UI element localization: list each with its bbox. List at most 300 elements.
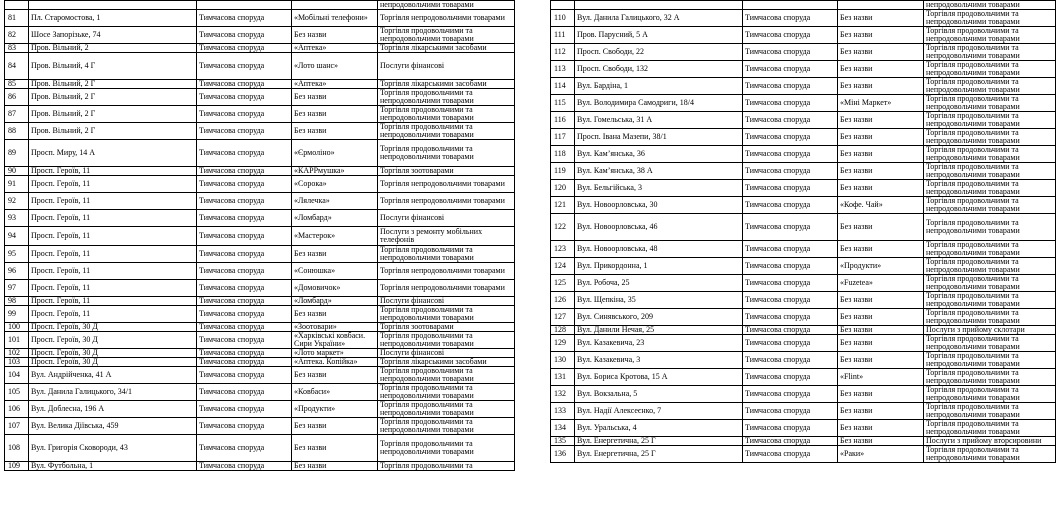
object-name-cell: Без назви (838, 214, 924, 241)
purpose-cell: Торгівля непродовольчими товарами (378, 193, 515, 210)
table-row (5, 332, 515, 349)
object-name-cell: «Сонюшка» (292, 263, 378, 280)
object-name-cell: Без назви (292, 106, 378, 123)
table-row (551, 446, 1056, 463)
row-number-cell: 99 (5, 306, 29, 323)
purpose-cell: Послуги з прийому склотари (924, 326, 1056, 335)
row-number-cell: 123 (551, 241, 575, 258)
table-row (5, 306, 515, 323)
address-cell: Просп. Героїв, 11 (29, 167, 197, 176)
purpose-cell: Торгівля продовольчими та непродовольчими товарами (924, 369, 1056, 386)
object-name-cell: Без назви (838, 309, 924, 326)
row-number-cell: 81 (5, 10, 29, 27)
table-row (5, 227, 515, 246)
object-name-cell: «Харківські ковбаси. Сири України» (292, 332, 378, 349)
purpose-cell: Торгівля продовольчими та непродовольчими товарами (378, 246, 515, 263)
purpose-cell: Торгівля продовольчими та непродовольчими товарами (924, 129, 1056, 146)
purpose-cell: Торгівля продовольчими та непродовольчими товарами (378, 123, 515, 140)
purpose-cell: Торгівля продовольчими та непродовольчими товарами (378, 27, 515, 44)
object-name-cell: «Flint» (838, 369, 924, 386)
purpose-cell: Послуги з прийому вторсировини (924, 437, 1056, 446)
address-cell: Вул. Новоорловська, 48 (575, 241, 743, 258)
object-name-cell: «Продукти» (838, 258, 924, 275)
table-row (5, 263, 515, 280)
table-row (5, 323, 515, 332)
address-cell: Просп. Героїв, 11 (29, 306, 197, 323)
structure-type-cell: Тимчасова споруда (197, 106, 292, 123)
object-name-cell: Без назви (292, 89, 378, 106)
address-cell: Пров. Вільний, 2 Г (29, 89, 197, 106)
header-address-cell (29, 1, 197, 10)
address-cell: Вул. Бельгійська, 3 (575, 180, 743, 197)
table-row (5, 349, 515, 358)
structure-type-cell: Тимчасова споруда (743, 386, 838, 403)
purpose-cell: Торгівля непродовольчими товарами (378, 176, 515, 193)
structure-type-cell: Тимчасова споруда (197, 280, 292, 297)
object-name-cell: Без назви (292, 367, 378, 384)
purpose-cell: Послуги фінансові (378, 349, 515, 358)
structure-type-cell: Тимчасова споруда (197, 27, 292, 44)
page-gap (515, 0, 543, 520)
address-cell: Вул. Данила Галицького, 32 А (575, 10, 743, 27)
address-cell: Вул. Володимира Самодриги, 18/4 (575, 95, 743, 112)
address-cell: Вул. Данили Нечая, 25 (575, 326, 743, 335)
header-purpose-cell: непродовольчими товарами (378, 1, 515, 10)
table-row (551, 180, 1056, 197)
object-name-cell: Без назви (838, 61, 924, 78)
object-name-cell: «Єрмоліно» (292, 140, 378, 167)
address-cell: Просп. Героїв, 11 (29, 263, 197, 280)
address-cell: Вул. Гомельська, 31 А (575, 112, 743, 129)
kiosk-table-right (550, 0, 1056, 463)
structure-type-cell: Тимчасова споруда (197, 367, 292, 384)
table-row (551, 163, 1056, 180)
table-row (551, 78, 1056, 95)
table-row (5, 176, 515, 193)
header-type-cell (743, 1, 838, 10)
table-row (551, 403, 1056, 420)
row-number-cell: 134 (551, 420, 575, 437)
table-row (551, 44, 1056, 61)
address-cell: Вул. Кам’янська, 38 А (575, 163, 743, 180)
purpose-cell: Торгівля продовольчими та непродовольчими товарами (924, 61, 1056, 78)
object-name-cell: «Мастерок» (292, 227, 378, 246)
structure-type-cell: Тимчасова споруда (743, 352, 838, 369)
purpose-cell: Торгівля продовольчими та непродовольчими товарами (378, 367, 515, 384)
address-cell: Пров. Вільний, 2 Г (29, 106, 197, 123)
row-number-cell: 130 (551, 352, 575, 369)
row-number-cell: 91 (5, 176, 29, 193)
table-row (5, 401, 515, 418)
document-page-right (543, 0, 1058, 520)
structure-type-cell: Тимчасова споруда (197, 10, 292, 27)
row-number-cell: 108 (5, 435, 29, 462)
purpose-cell: Торгівля продовольчими та непродовольчими товарами (924, 180, 1056, 197)
table-row (5, 123, 515, 140)
address-cell: Вул. Прикордонна, 1 (575, 258, 743, 275)
row-number-cell: 105 (5, 384, 29, 401)
structure-type-cell: Тимчасова споруда (197, 193, 292, 210)
purpose-cell: Торгівля продовольчими та непродовольчими товарами (924, 78, 1056, 95)
purpose-cell: Торгівля продовольчими та непродовольчими товарами (378, 435, 515, 462)
kiosk-table-left (4, 0, 515, 471)
table-row (5, 140, 515, 167)
address-cell: Пров. Вільний, 4 Г (29, 53, 197, 80)
structure-type-cell: Тимчасова споруда (197, 167, 292, 176)
structure-type-cell: Тимчасова споруда (743, 335, 838, 352)
address-cell: Пров. Вільний, 2 Г (29, 80, 197, 89)
structure-type-cell: Тимчасова споруда (197, 263, 292, 280)
table-row (5, 358, 515, 367)
document-page-left (0, 0, 515, 520)
structure-type-cell: Тимчасова споруда (743, 112, 838, 129)
table-header-row (5, 1, 515, 10)
object-name-cell: Без назви (838, 146, 924, 163)
address-cell: Просп. Героїв, 11 (29, 176, 197, 193)
kiosk-table-left-body (5, 1, 515, 471)
row-number-cell: 106 (5, 401, 29, 418)
address-cell: Вул. Енергетична, 25 Г (575, 446, 743, 463)
structure-type-cell: Тимчасова споруда (743, 292, 838, 309)
object-name-cell: Без назви (838, 403, 924, 420)
purpose-cell: Торгівля продовольчими та непродовольчими товарами (378, 89, 515, 106)
row-number-cell: 94 (5, 227, 29, 246)
purpose-cell: Торгівля продовольчими та непродовольчими товарами (924, 309, 1056, 326)
structure-type-cell: Тимчасова споруда (197, 332, 292, 349)
purpose-cell: Торгівля продовольчими та непродовольчими товарами (924, 146, 1056, 163)
object-name-cell: «Аптека» (292, 44, 378, 53)
object-name-cell: «Аптека» (292, 80, 378, 89)
address-cell: Вул. Андрійченка, 41 А (29, 367, 197, 384)
address-cell: Просп. Героїв, 11 (29, 246, 197, 263)
purpose-cell: Торгівля лікарськими засобами (378, 44, 515, 53)
structure-type-cell: Тимчасова споруда (743, 420, 838, 437)
purpose-cell: Торгівля непродовольчими товарами (378, 10, 515, 27)
structure-type-cell: Тимчасова споруда (197, 418, 292, 435)
purpose-cell: Торгівля продовольчими та непродовольчими товарами (924, 112, 1056, 129)
address-cell: Вул. Новоорловська, 46 (575, 214, 743, 241)
table-row (5, 280, 515, 297)
structure-type-cell: Тимчасова споруда (197, 384, 292, 401)
object-name-cell: Без назви (838, 352, 924, 369)
row-number-cell: 132 (551, 386, 575, 403)
object-name-cell: Без назви (838, 420, 924, 437)
structure-type-cell: Тимчасова споруда (743, 326, 838, 335)
structure-type-cell: Тимчасова споруда (743, 129, 838, 146)
table-row (551, 129, 1056, 146)
table-row (5, 418, 515, 435)
address-cell: Вул. Бардіна, 1 (575, 78, 743, 95)
address-cell: Пл. Старомостова, 1 (29, 10, 197, 27)
purpose-cell: Торгівля продовольчими та непродовольчими товарами (378, 332, 515, 349)
structure-type-cell: Тимчасова споруда (197, 246, 292, 263)
address-cell: Просп. Миру, 14 А (29, 140, 197, 167)
structure-type-cell: Тимчасова споруда (197, 462, 292, 471)
row-number-cell: 131 (551, 369, 575, 386)
table-row (5, 210, 515, 227)
object-name-cell: «Сорока» (292, 176, 378, 193)
object-name-cell: Без назви (838, 27, 924, 44)
object-name-cell: Без назви (838, 129, 924, 146)
structure-type-cell: Тимчасова споруда (743, 258, 838, 275)
object-name-cell: «Зоотовари» (292, 323, 378, 332)
table-row (5, 384, 515, 401)
table-row (5, 89, 515, 106)
address-cell: Просп. Героїв, 30 Д (29, 323, 197, 332)
table-row (5, 53, 515, 80)
purpose-cell: Торгівля продовольчими та непродовольчими товарами (924, 258, 1056, 275)
address-cell: Вул. Робоча, 25 (575, 275, 743, 292)
row-number-cell: 129 (551, 335, 575, 352)
object-name-cell: Без назви (838, 326, 924, 335)
row-number-cell: 109 (5, 462, 29, 471)
address-cell: Вул. Велика Діївська, 459 (29, 418, 197, 435)
object-name-cell: Без назви (292, 462, 378, 471)
purpose-cell: Торгівля продовольчими та непродовольчими товарами (924, 44, 1056, 61)
row-number-cell: 93 (5, 210, 29, 227)
structure-type-cell: Тимчасова споруда (197, 323, 292, 332)
purpose-cell: Торгівля лікарськими засобами (378, 358, 515, 367)
purpose-cell: Послуги фінансові (378, 210, 515, 227)
structure-type-cell: Тимчасова споруда (197, 306, 292, 323)
purpose-cell: Торгівля лікарськими засобами (378, 80, 515, 89)
row-number-cell: 107 (5, 418, 29, 435)
header-purpose-cell: непродовольчими товарами (924, 1, 1056, 10)
address-cell: Вул. Енергетична, 25 Г (575, 437, 743, 446)
object-name-cell: Без назви (292, 435, 378, 462)
address-cell: Просп. Героїв, 11 (29, 193, 197, 210)
object-name-cell: Без назви (292, 418, 378, 435)
purpose-cell: Торгівля продовольчими та непродовольчими товарами (924, 386, 1056, 403)
row-number-cell: 92 (5, 193, 29, 210)
object-name-cell: Без назви (292, 306, 378, 323)
object-name-cell: Без назви (838, 180, 924, 197)
structure-type-cell: Тимчасова споруда (743, 95, 838, 112)
object-name-cell: «Ковбаси» (292, 384, 378, 401)
structure-type-cell: Тимчасова споруда (197, 297, 292, 306)
structure-type-cell: Тимчасова споруда (743, 446, 838, 463)
structure-type-cell: Тимчасова споруда (197, 123, 292, 140)
structure-type-cell: Тимчасова споруда (197, 44, 292, 53)
row-number-cell: 111 (551, 27, 575, 44)
table-row (551, 335, 1056, 352)
structure-type-cell: Тимчасова споруда (743, 27, 838, 44)
table-row (5, 44, 515, 53)
structure-type-cell: Тимчасова споруда (743, 163, 838, 180)
table-row (5, 193, 515, 210)
address-cell: Просп. Героїв, 11 (29, 297, 197, 306)
table-row (551, 61, 1056, 78)
object-name-cell: Без назви (292, 123, 378, 140)
purpose-cell: Торгівля продовольчими та непродовольчими товарами (924, 335, 1056, 352)
object-name-cell: Без назви (838, 386, 924, 403)
table-row (551, 326, 1056, 335)
structure-type-cell: Тимчасова споруда (197, 176, 292, 193)
table-row (551, 241, 1056, 258)
object-name-cell: «Продукти» (292, 401, 378, 418)
structure-type-cell: Тимчасова споруда (197, 349, 292, 358)
row-number-cell: 87 (5, 106, 29, 123)
row-number-cell: 88 (5, 123, 29, 140)
purpose-cell: Торгівля непродовольчими товарами (378, 263, 515, 280)
table-header-row (551, 1, 1056, 10)
structure-type-cell: Тимчасова споруда (197, 80, 292, 89)
row-number-cell: 127 (551, 309, 575, 326)
structure-type-cell: Тимчасова споруда (743, 146, 838, 163)
table-row (551, 386, 1056, 403)
address-cell: Просп. Івана Мазепи, 38/1 (575, 129, 743, 146)
purpose-cell: Торгівля продовольчими та непродовольчими товарами (924, 241, 1056, 258)
structure-type-cell: Тимчасова споруда (197, 210, 292, 227)
row-number-cell: 110 (551, 10, 575, 27)
address-cell: Пров. Вільний, 2 (29, 44, 197, 53)
structure-type-cell: Тимчасова споруда (743, 61, 838, 78)
purpose-cell: Торгівля продовольчими та непродовольчими товарами (924, 95, 1056, 112)
object-name-cell: «Мобільні телефони» (292, 10, 378, 27)
structure-type-cell: Тимчасова споруда (743, 78, 838, 95)
purpose-cell: Торгівля продовольчими та непродовольчими товарами (924, 420, 1056, 437)
address-cell: Просп. Героїв, 11 (29, 227, 197, 246)
row-number-cell: 82 (5, 27, 29, 44)
structure-type-cell: Тимчасова споруда (743, 437, 838, 446)
table-row (5, 367, 515, 384)
address-cell: Просп. Героїв, 11 (29, 210, 197, 227)
header-name-cell (292, 1, 378, 10)
structure-type-cell: Тимчасова споруда (743, 403, 838, 420)
address-cell: Пров. Парусний, 5 А (575, 27, 743, 44)
structure-type-cell: Тимчасова споруда (743, 180, 838, 197)
table-row (551, 146, 1056, 163)
row-number-cell: 86 (5, 89, 29, 106)
purpose-cell: Торгівля продовольчими та непродовольчими товарами (378, 401, 515, 418)
address-cell: Вул. Новоорловська, 30 (575, 197, 743, 214)
structure-type-cell: Тимчасова споруда (197, 53, 292, 80)
header-num-cell (551, 1, 575, 10)
table-row (551, 27, 1056, 44)
row-number-cell: 115 (551, 95, 575, 112)
purpose-cell: Торгівля зоотоварами (378, 323, 515, 332)
header-address-cell (575, 1, 743, 10)
table-row (5, 106, 515, 123)
purpose-cell: Торгівля продовольчими та непродовольчими товарами (924, 446, 1056, 463)
address-cell: Вул. Футбольна, 1 (29, 462, 197, 471)
structure-type-cell: Тимчасова споруда (197, 435, 292, 462)
object-name-cell: «Лото шанс» (292, 53, 378, 80)
object-name-cell: Без назви (838, 44, 924, 61)
purpose-cell: Торгівля продовольчими та непродовольчими товарами (924, 403, 1056, 420)
purpose-cell: Торгівля продовольчими та (378, 462, 515, 471)
table-row (5, 297, 515, 306)
kiosk-table-right-body (551, 1, 1056, 463)
object-name-cell: «Аптека. Копійка» (292, 358, 378, 367)
row-number-cell: 95 (5, 246, 29, 263)
row-number-cell: 120 (551, 180, 575, 197)
row-number-cell: 126 (551, 292, 575, 309)
table-row (551, 292, 1056, 309)
row-number-cell: 97 (5, 280, 29, 297)
row-number-cell: 103 (5, 358, 29, 367)
address-cell: Просп. Героїв, 30 Д (29, 358, 197, 367)
purpose-cell: Послуги фінансові (378, 53, 515, 80)
object-name-cell: «Міні Маркет» (838, 95, 924, 112)
purpose-cell: Торгівля непродовольчими товарами (378, 280, 515, 297)
row-number-cell: 90 (5, 167, 29, 176)
purpose-cell: Послуги з ремонту мобільних телефонів (378, 227, 515, 246)
row-number-cell: 114 (551, 78, 575, 95)
address-cell: Вул. Уральська, 4 (575, 420, 743, 437)
table-row (551, 112, 1056, 129)
table-row (5, 27, 515, 44)
header-type-cell (197, 1, 292, 10)
object-name-cell: Без назви (838, 437, 924, 446)
table-row (551, 420, 1056, 437)
row-number-cell: 136 (551, 446, 575, 463)
table-row (551, 437, 1056, 446)
row-number-cell: 101 (5, 332, 29, 349)
table-row (551, 352, 1056, 369)
object-name-cell: Без назви (292, 27, 378, 44)
table-row (5, 80, 515, 89)
purpose-cell: Торгівля продовольчими та непродовольчими товарами (924, 214, 1056, 241)
purpose-cell: Торгівля продовольчими та непродовольчими товарами (924, 197, 1056, 214)
table-row (551, 258, 1056, 275)
purpose-cell: Торгівля продовольчими та непродовольчими товарами (924, 275, 1056, 292)
purpose-cell: Торгівля продовольчими та непродовольчими товарами (924, 163, 1056, 180)
row-number-cell: 124 (551, 258, 575, 275)
row-number-cell: 128 (551, 326, 575, 335)
table-row (5, 462, 515, 471)
object-name-cell: Без назви (838, 335, 924, 352)
address-cell: Пров. Вільний, 2 Г (29, 123, 197, 140)
object-name-cell: «КАРРмушка» (292, 167, 378, 176)
object-name-cell: Без назви (838, 10, 924, 27)
object-name-cell: «Ломбард» (292, 297, 378, 306)
row-number-cell: 125 (551, 275, 575, 292)
purpose-cell: Торгівля продовольчими та непродовольчими товарами (378, 306, 515, 323)
purpose-cell: Торгівля продовольчими та непродовольчими товарами (378, 384, 515, 401)
table-row (551, 275, 1056, 292)
row-number-cell: 119 (551, 163, 575, 180)
object-name-cell: «Домовичок» (292, 280, 378, 297)
structure-type-cell: Тимчасова споруда (743, 369, 838, 386)
table-row (551, 95, 1056, 112)
purpose-cell: Торгівля продовольчими та непродовольчими товарами (378, 418, 515, 435)
address-cell: Вул. Синявського, 209 (575, 309, 743, 326)
purpose-cell: Торгівля продовольчими та непродовольчими товарами (924, 10, 1056, 27)
header-name-cell (838, 1, 924, 10)
purpose-cell: Послуги фінансові (378, 297, 515, 306)
purpose-cell: Торгівля продовольчими та непродовольчими товарами (924, 27, 1056, 44)
table-row (551, 197, 1056, 214)
row-number-cell: 85 (5, 80, 29, 89)
address-cell: Вул. Надії Алексеєнко, 7 (575, 403, 743, 420)
row-number-cell: 116 (551, 112, 575, 129)
row-number-cell: 133 (551, 403, 575, 420)
address-cell: Вул. Щепкіна, 35 (575, 292, 743, 309)
row-number-cell: 102 (5, 349, 29, 358)
object-name-cell: «Fuzetea» (838, 275, 924, 292)
purpose-cell: Торгівля продовольчими та непродовольчими товарами (378, 140, 515, 167)
address-cell: Просп. Героїв, 30 Д (29, 349, 197, 358)
structure-type-cell: Тимчасова споруда (197, 401, 292, 418)
address-cell: Просп. Героїв, 11 (29, 280, 197, 297)
object-name-cell: «Кофе. Чай» (838, 197, 924, 214)
row-number-cell: 112 (551, 44, 575, 61)
structure-type-cell: Тимчасова споруда (743, 10, 838, 27)
address-cell: Шосе Запорізьке, 74 (29, 27, 197, 44)
row-number-cell: 122 (551, 214, 575, 241)
object-name-cell: Без назви (838, 112, 924, 129)
